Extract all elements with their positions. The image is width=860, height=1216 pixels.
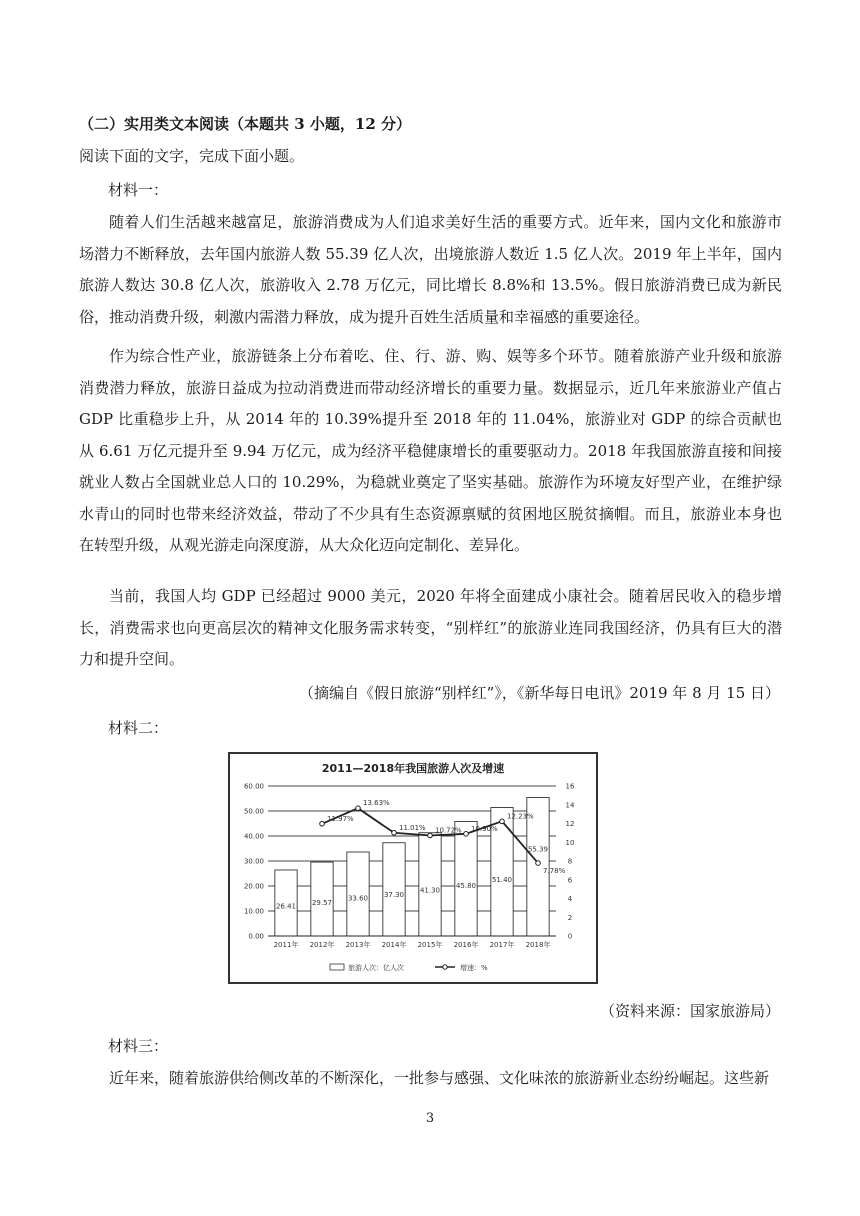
y-left-tick-label: 30.00	[243, 857, 264, 866]
chart-source: （资料来源：国家旅游局）	[599, 1002, 780, 1020]
growth-value-label: 11.01%	[399, 823, 426, 832]
y-left-tick-label: 0.00	[248, 932, 264, 941]
tourism-chart	[228, 752, 598, 984]
material-three-label: 材料三：	[108, 1037, 169, 1055]
y-right-tick-label: 6	[567, 876, 573, 885]
growth-value-label: 12.23%	[507, 812, 534, 821]
x-tick-label: 2012年	[309, 941, 335, 949]
legend-bar-swatch	[330, 964, 344, 970]
chart-title: 2011—2018年我国旅游人次及增速	[321, 762, 505, 775]
x-tick-label: 2014年	[381, 941, 407, 949]
bar	[419, 833, 441, 936]
x-tick-label: 2016年	[453, 941, 479, 949]
x-tick-label: 2017年	[489, 941, 515, 949]
growth-value-label: 7.78%	[543, 867, 566, 876]
bar-value-label: 33.60	[347, 894, 369, 903]
bar	[383, 843, 405, 936]
material-two-label: 材料二：	[108, 719, 169, 737]
bar	[455, 822, 477, 937]
growth-value-label: 10.90%	[471, 824, 498, 833]
bar-value-label: 29.57	[311, 898, 333, 907]
y-left-tick-label: 20.00	[243, 882, 264, 891]
growth-value-label: 10.72%	[435, 826, 462, 835]
legend-line-marker	[443, 965, 447, 969]
growth-point	[500, 819, 505, 824]
section-heading: （二）实用类文本阅读（本题共 3 小题，12 分）	[79, 115, 411, 133]
page-number: 3	[425, 1111, 435, 1126]
growth-value-label: 11.97%	[327, 814, 354, 823]
y-left-tick-label: 40.00	[243, 832, 264, 841]
growth-point	[392, 830, 397, 835]
y-left-tick-label: 50.00	[243, 807, 264, 816]
chart-canvas	[230, 754, 596, 982]
material-one-paragraph-3: 当前，我国人均 GDP 已经超过 9000 美元，2020 年将全面建成小康社会。随着居民收入的稳步增长，消费需求也向更高层次的精神文化服务需求转变，“别样红”的旅游业连同我国经济，仍具有巨大的潜力和提升空间。	[79, 587, 782, 668]
bar-value-label: 41.30	[419, 886, 441, 895]
growth-point	[356, 806, 361, 811]
bar-value-label: 37.30	[383, 890, 405, 899]
y-right-tick-label: 0	[567, 932, 573, 941]
x-tick-label: 2013年	[345, 941, 371, 949]
x-tick-label: 2011年	[273, 941, 299, 949]
y-right-tick-label: 10	[565, 838, 575, 847]
growth-point	[536, 861, 541, 866]
instruction-text: 阅读下面的文字，完成下面小题。	[79, 147, 305, 165]
growth-value-label: 13.63%	[363, 799, 390, 808]
y-right-tick-label: 4	[567, 895, 573, 903]
bar-value-label: 26.41	[275, 902, 297, 911]
y-right-tick-label: 12	[565, 820, 575, 828]
growth-point	[428, 833, 433, 838]
bar-value-label: 51.40	[491, 876, 513, 885]
legend-bar-label: 旅游人次：亿人次	[348, 964, 404, 972]
material-three-paragraph: 近年来，随着旅游供给侧改革的不断深化，一批参与感强、文化味浓的旅游新业态纷纷崛起。这些新	[109, 1069, 770, 1087]
bar-value-label: 55.39	[527, 845, 549, 854]
legend-line-label: 增速：%	[460, 964, 488, 972]
y-left-tick-label: 10.00	[243, 907, 264, 916]
chart-legend	[330, 963, 488, 972]
y-right-tick-label: 16	[565, 782, 575, 791]
bar-value-label: 45.80	[455, 881, 477, 890]
y-right-tick-label: 2	[567, 913, 573, 922]
material-one-paragraph-1: 随着人们生活越来越富足，旅游消费成为人们追求美好生活的重要方式。近年来，国内文化和旅游市场潜力不断释放，去年国内旅游人数 55.39 亿人次，出境旅游人数近 1.5 亿人次。2019 年上半年，国内旅游人数达 30.8 亿人次，旅游收入 2.78 万亿元，同比增长 8.8%和 13.5%。假日旅游消费已成为新民俗，推动消费升级，刺激内需潜力释放，成为提升百姓生活质量和幸福感的重要途径。	[79, 213, 782, 326]
x-tick-label: 2018年	[525, 941, 551, 949]
y-right-tick-label: 14	[565, 801, 575, 810]
material-one-paragraph-2: 作为综合性产业，旅游链条上分布着吃、住、行、游、购、娱等多个环节。随着旅游产业升级和旅游消费潜力释放，旅游日益成为拉动消费进而带动经济增长的重要力量。数据显示，近几年来旅游业产值占 GDP 比重稳步上升，从 2014 年的 10.39%提升至 2018 年的 11.04%，旅游业对 GDP 的综合贡献也从 6.61 万亿元提升至 9.94 万亿元，成为经济平稳健康增长的重要驱动力。2018 年我国旅游直接和间接就业人数占全国就业总人口的 10.29%，为稳就业奠定了坚实基础。旅游作为环境友好型产业，在维护绿水青山的同时也带来经济效益，带动了不少具有生态资源禀赋的贫困地区脱贫摘帽。而且，旅游业本身也在转型升级，从观光游走向深度游，从大众化迈向定制化、差异化。	[79, 347, 782, 554]
growth-point	[320, 821, 325, 826]
material-one-label: 材料一：	[108, 181, 169, 199]
material-one-attribution: （摘编自《假日旅游“别样红”》，《新华每日电讯》2019 年 8 月 15 日）	[299, 684, 780, 702]
y-right-tick-label: 8	[567, 857, 573, 866]
x-tick-label: 2015年	[417, 941, 443, 949]
growth-point	[464, 832, 469, 837]
y-left-tick-label: 60.00	[243, 782, 264, 791]
